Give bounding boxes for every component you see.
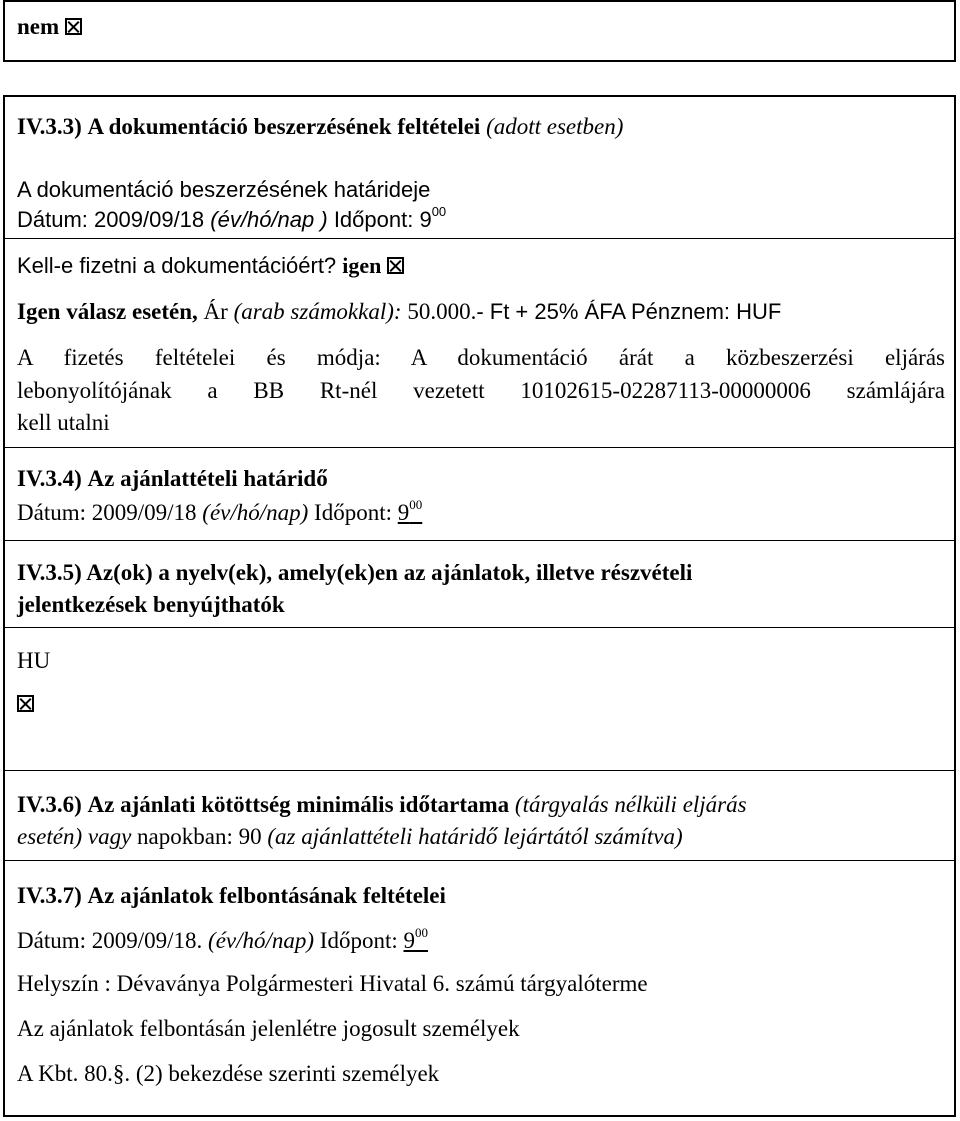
s36-note1: (tárgyalás nélküli eljárás (514, 792, 747, 817)
s37-time-label: Időpont: (319, 928, 398, 953)
s33-date-format: (év/hó/nap ) (210, 207, 328, 232)
s33-title: A dokumentáció beszerzésének feltételei (87, 114, 481, 139)
s33-number: IV.3.3) (17, 114, 82, 139)
s33-pay-question: Kell-e fizetni a dokumentációért? (17, 253, 337, 278)
s35-title-line2: jelentkezések benyújthatók (17, 592, 285, 617)
s36-number: IV.3.6) (17, 792, 82, 817)
s33-time-hour: 9 (419, 207, 432, 232)
s33-pay-row (17, 255, 404, 277)
s33-price-row (17, 300, 781, 323)
s34-date-row (17, 497, 423, 525)
s35-language-checkbox-row (11, 692, 34, 715)
s36-note2: esetén) vagy (17, 824, 132, 849)
s37-time-min: 00 (415, 925, 428, 940)
s37-title: Az ajánlatok felbontásának feltételei (87, 883, 446, 908)
s33-price-label: Ár (203, 299, 228, 324)
s35-title-line1: Az(ok) a nyelv(ek), amely(ek)en az ajánlatok, illetve részvételi (86, 560, 693, 585)
s33-date-value: 2009/09/18 (94, 207, 205, 232)
s36-title: Az ajánlati kötöttség minimális időtartama (87, 792, 510, 817)
s36-heading-line1 (17, 793, 747, 816)
checked-box-icon[interactable] (65, 18, 82, 35)
divider (5, 627, 954, 628)
s33-price-value: 50.000. (407, 299, 477, 324)
s34-time-min: 00 (409, 497, 423, 512)
s36-note3: (az ajánlattételi határidő lejártától számítva) (267, 824, 683, 849)
s34-heading (17, 467, 328, 490)
s37-place: Helyszín : Dévaványa Polgármesteri Hivatal 6. számú tárgyalóterme (17, 971, 648, 996)
s37-date-format: (év/hó/nap) (208, 928, 315, 953)
s33-date-row (17, 204, 447, 232)
s37-date-value: 2009/09/18. (91, 928, 203, 953)
s34-time-value (397, 497, 423, 525)
s33-pay-answer: igen (342, 253, 382, 278)
s34-number: IV.3.4) (17, 466, 82, 491)
s36-line2 (17, 825, 683, 848)
s34-time-label: Időpont: (314, 500, 392, 525)
s37-time-hour: 9 (403, 928, 415, 953)
s33-price-note: (arab számokkal): (233, 299, 402, 324)
s33-payment-line2: lebonyolítójának a BB Rt-nél vezetett 10102615-02287113-00000006 számlájára (17, 378, 945, 403)
answer-box-top (3, 0, 956, 62)
s37-attendees-value: A Kbt. 80.§. (2) bekezdése szerinti személyek (17, 1061, 440, 1086)
checked-box-icon[interactable] (17, 695, 34, 712)
s34-time-hour: 9 (397, 500, 410, 525)
s33-price-label-bold: Igen válasz esetén, (17, 299, 198, 324)
s37-date-label: Dátum: (17, 928, 86, 953)
answer-row (17, 15, 82, 38)
s37-time-value (403, 925, 429, 953)
s33-price-rest: - Ft + 25% ÁFA Pénznem: HUF (476, 299, 782, 324)
s33-date-label: Dátum: (17, 207, 88, 232)
s34-date-format: (év/hó/nap) (202, 500, 309, 525)
s37-number: IV.3.7) (17, 883, 82, 908)
divider (5, 860, 954, 861)
s35-language: HU (17, 648, 51, 673)
s33-title-note: (adott esetben) (486, 114, 624, 139)
checked-box-icon[interactable] (387, 257, 404, 274)
divider (5, 770, 954, 771)
s33-deadline-label: A dokumentáció beszerzésének határideje (17, 177, 431, 202)
s33-time-label: Időpont: (333, 207, 414, 232)
s37-attendees-label: Az ajánlatok felbontásán jelenlétre jogosult személyek (17, 1016, 520, 1041)
s35-number: IV.3.5) (17, 560, 82, 585)
s34-date-value: 2009/09/18 (91, 500, 197, 525)
s34-date-label: Dátum: (17, 500, 86, 525)
s33-time-min: 00 (431, 204, 447, 219)
s36-days: napokban: 90 (137, 824, 262, 849)
s35-heading-line1 (17, 561, 692, 584)
divider (5, 540, 954, 541)
s34-title: Az ajánlattételi határidő (87, 466, 328, 491)
s37-date-row (17, 925, 428, 953)
s33-payment-line1: A fizetés feltételei és módja: A dokumentáció árát a közbeszerzési eljárás (17, 345, 945, 370)
section-iv3-box (3, 95, 956, 1117)
s33-heading (17, 115, 623, 138)
s37-heading (17, 884, 446, 907)
s33-payment-line3: kell utalni (17, 410, 110, 435)
answer-text: nem (17, 14, 60, 39)
divider (5, 447, 954, 448)
divider (5, 238, 954, 239)
